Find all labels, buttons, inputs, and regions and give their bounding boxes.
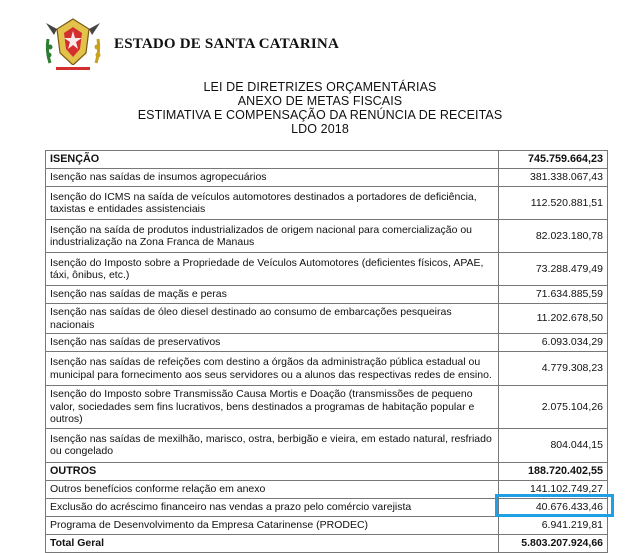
row-description: Exclusão do acréscimo financeiro nas vendas a prazo pelo comércio varejista [46,498,499,516]
row-description: Isenção nas saídas de preservativos [46,334,499,352]
row-value: 804.044,15 [499,428,608,462]
table-row [46,187,608,220]
title-line: LDO 2018 [291,122,349,136]
row-value: 71.634.885,59 [499,286,608,304]
section-total: 188.720.402,55 [499,462,608,480]
section-label: ISENÇÃO [46,151,499,169]
grand-total-label: Total Geral [46,534,499,552]
row-description: Isenção nas saídas de refeições com destino a órgãos da administração pública estadual ou municipal para fornecimento aos seus servidores ou a alunos das respectivas redes de ensino. [46,352,499,386]
document-title [0,80,640,136]
row-description: Outros benefícios conforme relação em anexo [46,480,499,498]
section-total: 745.759.664,23 [499,151,608,169]
row-value: 40.676.433,46 [499,498,608,516]
table-row [46,352,608,386]
row-value: 4.779.308,23 [499,352,608,386]
row-description: Isenção nas saídas de óleo diesel destinado ao consumo de embarcações pesqueiras nacionais [46,304,499,334]
table-row [46,334,608,352]
section-row-outros [46,462,608,480]
row-description: Isenção do Imposto sobre a Propriedade de Veículos Automotores (deficientes físicos, APAE, táxi, ônibus, etc.) [46,253,499,286]
grand-total-value: 5.803.207.924,66 [499,534,608,552]
section-row-isencao [46,151,608,169]
row-value: 6.093.034,29 [499,334,608,352]
table-row [46,220,608,253]
table-row [46,386,608,429]
row-value: 6.941.219,81 [499,516,608,534]
row-value: 82.023.180,78 [499,220,608,253]
grand-total-row [46,534,608,552]
row-value: 381.338.067,43 [499,169,608,187]
table-row [46,169,608,187]
state-name: ESTADO DE SANTA CATARINA [114,35,339,52]
row-value: 112.520.881,51 [499,187,608,220]
row-description: Isenção na saída de produtos industrializados de origem nacional para comercialização ou industrialização na Zona Franca de Manaus [46,220,499,253]
row-value: 73.288.479,49 [499,253,608,286]
row-description: Programa de Desenvolvimento da Empresa Catarinense (PRODEC) [46,516,499,534]
row-description: Isenção nas saídas de maçãs e peras [46,286,499,304]
row-value: 141.102.749,27 [499,480,608,498]
section-label: OUTROS [46,462,499,480]
tax-waiver-table [45,150,608,553]
table-row [46,286,608,304]
state-coat-of-arms-icon [42,13,104,75]
table-row [46,304,608,334]
row-description: Isenção do Imposto sobre Transmissão Causa Mortis e Doação (transmissões de pequeno valor, sociedades sem fins lucrativos, bens destinados a programas de habitação popular e outros) [46,386,499,429]
table-row [46,498,608,516]
page-header [42,12,339,76]
row-value: 11.202.678,50 [499,304,608,334]
title-line: ANEXO DE METAS FISCAIS [237,94,403,108]
row-description: Isenção do ICMS na saída de veículos automotores destinados a portadores de deficiência, taxistas e entidades assistenciais [46,187,499,220]
table-row [46,253,608,286]
table-row [46,480,608,498]
title-line: ESTIMATIVA E COMPENSAÇÃO DA RENÚNCIA DE RECEITAS [137,108,503,122]
title-line: LEI DE DIRETRIZES ORÇAMENTÁRIAS [203,80,437,94]
row-description: Isenção nas saídas de mexilhão, marisco, ostra, berbigão e vieira, em estado natural, resfriado ou congelado [46,428,499,462]
row-description: Isenção nas saídas de insumos agropecuários [46,169,499,187]
table-row [46,428,608,462]
row-value: 2.075.104,26 [499,386,608,429]
